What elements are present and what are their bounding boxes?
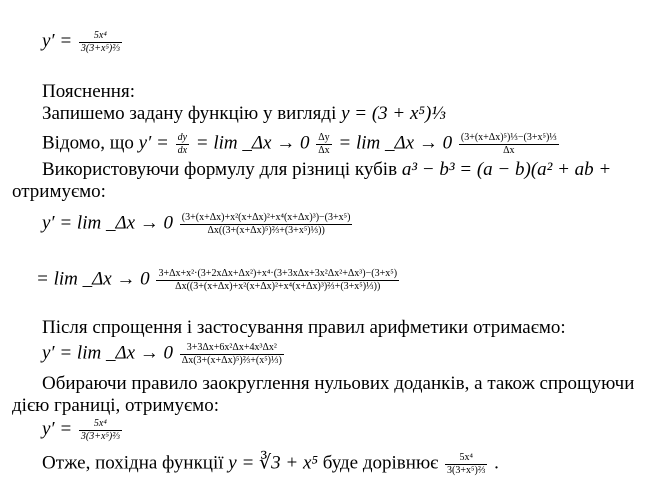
- fraction: [180, 212, 353, 236]
- fraction: [459, 132, 559, 156]
- fraction-denominator: Δx(3+(x+Δx)⁵)⅔+(x⁵)⅓): [181, 354, 282, 366]
- limit-expansion-line: [42, 212, 354, 236]
- limit-action-line: дією границі, отримуємо:: [12, 395, 219, 416]
- formula-lhs: y′ =: [42, 30, 73, 52]
- conclusion-line: [42, 452, 499, 476]
- fraction-denominator: Δx((3+(x+Δx)+x²(x+Δx)²+x⁴(x+Δx)³)⅔+(3+x⁵)⅓)): [175, 280, 381, 292]
- fraction-denominator: 3(3+x⁵)⅔: [80, 42, 120, 54]
- fraction-numerator: (3+(x+Δx)⁵)⅓−(3+x⁵)⅓: [460, 132, 557, 143]
- formula-lhs: y′ =: [42, 418, 73, 440]
- fraction-denominator: Δx((3+(x+Δx)⁵)⅔+(3+x⁵)⅓)): [207, 224, 325, 236]
- line-prefix: Відомо, що: [42, 132, 134, 154]
- line-text: Використовуючи формулу для різниці кубів: [42, 159, 398, 180]
- fraction-numerator: Δy: [318, 132, 330, 143]
- fraction-denominator: Δx: [503, 144, 515, 156]
- fraction: [156, 268, 399, 292]
- line-expression: a³ − b³ = (a − b)(a² + ab +: [401, 159, 612, 180]
- fraction: [79, 30, 122, 54]
- fraction: [79, 418, 122, 442]
- fraction: [176, 132, 189, 156]
- fraction-numerator: 5x⁴: [445, 452, 487, 465]
- line-text: Запишемо задану функцію у вигляді: [42, 103, 337, 124]
- fraction: [445, 452, 487, 476]
- expr-lhs: y′ =: [138, 132, 169, 154]
- difference-of-cubes-line: [42, 160, 611, 179]
- fraction: [180, 342, 284, 366]
- limit-expression: = lim _Δx → 0: [36, 268, 150, 290]
- line-end: .: [494, 452, 499, 474]
- rounding-rule-line: Обираючи правило заокруглення нульових доданків, а також спрощуючи: [42, 373, 635, 394]
- limit-expression: = lim _Δx → 0: [195, 132, 310, 154]
- limit-expression: y′ = lim _Δx → 0: [42, 212, 174, 234]
- fraction-numerator: (3+(x+Δx)+x²(x+Δx)²+x⁴(x+Δx)³)−(3+x⁵): [181, 212, 351, 223]
- limit-expanded-line: [36, 268, 401, 292]
- line-expression: y = ∛3 + x⁵: [228, 452, 319, 474]
- fraction-numerator: dy: [177, 132, 188, 143]
- limit-expression: = lim _Δx → 0: [338, 132, 453, 154]
- derivative-definition-line: [42, 132, 561, 156]
- fraction-denominator: 3(3+x⁵)⅔: [447, 464, 486, 476]
- function-rewrite-line: [42, 104, 446, 123]
- fraction-denominator: dx: [177, 144, 188, 156]
- line-prefix: Отже, похідна функції: [42, 452, 224, 474]
- fraction-numerator: 3+Δx+x²·(3+2xΔx+Δx²)+x⁴·(3+3xΔx+3x²Δx²+Δx³)−(3+x⁵): [158, 268, 398, 279]
- we-obtain-line: отримуємо:: [12, 181, 106, 202]
- line-middle: буде дорівнює: [322, 452, 439, 474]
- line-expression: y = (3 + x⁵)⅓: [341, 103, 446, 124]
- simplification-line: Після спрощення і застосування правил арифметики отримаємо:: [42, 317, 566, 338]
- derivative-result-line: [42, 418, 124, 442]
- simplified-limit-line: [42, 342, 286, 366]
- fraction-numerator: 3+3Δx+6x²Δx+4x³Δx²: [180, 342, 284, 355]
- explanation-heading: Пояснення:: [42, 81, 135, 102]
- fraction-numerator: 5x⁴: [79, 30, 122, 43]
- fraction-denominator: 3(3+x⁵)⅔: [80, 430, 120, 442]
- fraction: [316, 132, 331, 156]
- fraction-denominator: Δx: [318, 144, 330, 156]
- fraction-numerator: 5x⁴: [79, 418, 122, 431]
- limit-expression: y′ = lim _Δx → 0: [42, 342, 174, 364]
- derivative-formula-top: [42, 30, 124, 54]
